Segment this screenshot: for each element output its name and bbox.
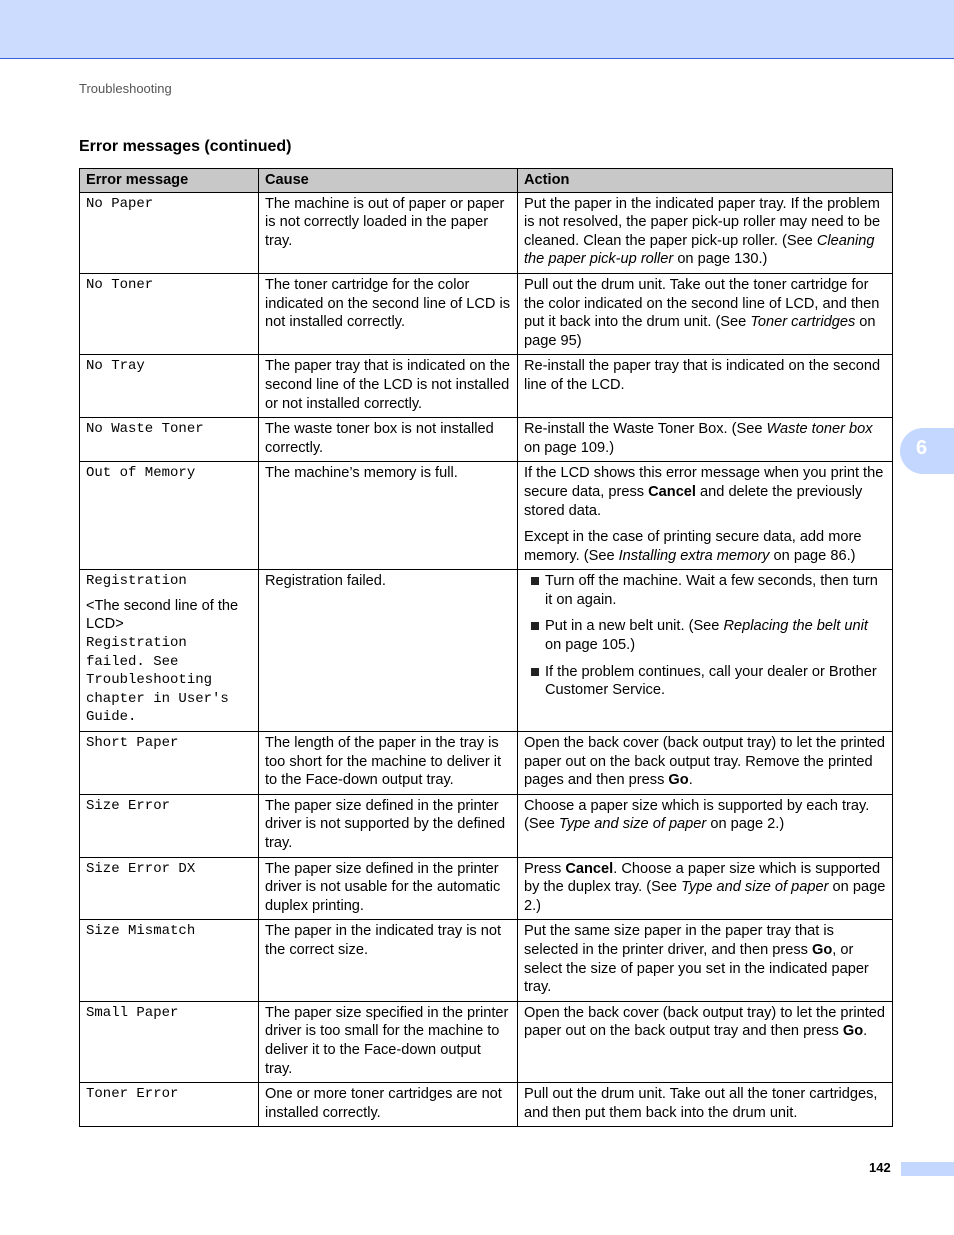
action-cell <box>518 418 893 462</box>
action-cell <box>518 920 893 1001</box>
cause-cell: The length of the paper in the tray is too short for the machine to deliver it to the Face-down output tray. <box>259 732 518 795</box>
table-header-row <box>80 169 893 193</box>
list-item: Put in a new belt unit. (See Replacing the belt unit on page 105.) <box>524 617 886 654</box>
action-cell <box>518 273 893 354</box>
error-message-line: Registration <box>86 573 187 590</box>
table-row <box>80 462 893 570</box>
table-row <box>80 794 893 857</box>
list-item: Turn off the machine. Wait a few seconds, then turn it on again. <box>524 572 886 609</box>
error-message-cell: No Tray <box>80 355 259 418</box>
header-band <box>0 0 954 59</box>
page-reference: Type and size of paper <box>558 816 707 833</box>
error-message-cell: Size Mismatch <box>80 920 259 1001</box>
cause-cell: The paper size defined in the printer driver is not supported by the defined tray. <box>259 794 518 857</box>
cause-cell: The machine is out of paper or paper is not correctly loaded in the paper tray. <box>259 192 518 273</box>
error-message-detail: Registration failed. See Troubleshooting chapter in User's Guide. <box>86 635 229 726</box>
running-head: Troubleshooting <box>79 81 172 96</box>
key-name: Go <box>668 772 689 789</box>
error-message-cell: Size Error DX <box>80 857 259 920</box>
page-number: 142 <box>869 1160 891 1175</box>
error-message-cell: Out of Memory <box>80 462 259 570</box>
action-text: Put the paper in the indicated paper tray. If the problem is not resolved, the paper pick-up roller may need to be cleaned. Clean the paper pick-up roller. (See Cleaning the paper pick-up roller on page 130.) <box>524 195 881 268</box>
table-row <box>80 192 893 273</box>
action-text: Put the same size paper in the paper tray that is selected in the printer driver, and then press Go, or select the size of paper you set in the indicated paper tray. <box>524 923 869 996</box>
key-name: Go <box>811 941 833 958</box>
action-cell <box>518 570 893 732</box>
table-row <box>80 857 893 920</box>
page-reference: Type and size of paper <box>681 879 829 896</box>
table-row <box>80 732 893 795</box>
cause-cell: The paper in the indicated tray is not the correct size. <box>259 920 518 1001</box>
square-bullet-icon <box>531 668 539 676</box>
page-reference: Waste toner box <box>766 421 873 438</box>
action-text: Pull out the drum unit. Take out the toner cartridge for the color indicated on the second line of LCD, and then put it back into the drum unit. (See Toner cartridges on page 95) <box>524 276 880 349</box>
key-name: Go <box>842 1023 864 1040</box>
error-message-cell: No Toner <box>80 273 259 354</box>
error-message-cell: Toner Error <box>80 1083 259 1127</box>
action-cell <box>518 794 893 857</box>
action-text: Pull out the drum unit. Take out all the toner cartridges, and then put them back into the drum unit. <box>524 1086 878 1121</box>
table-row <box>80 1001 893 1082</box>
key-name: Cancel <box>648 483 696 500</box>
error-message-cell: No Waste Toner <box>80 418 259 462</box>
error-message-cell: Small Paper <box>80 1001 259 1082</box>
error-message-cell: Short Paper <box>80 732 259 795</box>
table-row <box>80 355 893 418</box>
action-text: Press Cancel. Choose a paper size which is supported by the duplex tray. (See Type and size of paper on page 2.) <box>524 860 886 914</box>
action-text: Open the back cover (back output tray) to let the printed paper out on the back output tray and then press Go. <box>524 1004 885 1040</box>
cause-cell: The paper size specified in the printer driver is too small for the machine to deliver it to the Face-down output tray. <box>259 1001 518 1082</box>
action-cell <box>518 1001 893 1082</box>
table-row <box>80 570 893 732</box>
error-messages-table <box>79 168 893 1127</box>
error-message-cell: No Paper <box>80 192 259 273</box>
cause-cell: One or more toner cartridges are not installed correctly. <box>259 1083 518 1127</box>
table-row <box>80 418 893 462</box>
action-text: Open the back cover (back output tray) to let the printed paper out on the back output tray. Remove the printed pages and then press Go. <box>524 735 885 789</box>
square-bullet-icon <box>531 577 539 585</box>
page-reference: Replacing the belt unit <box>723 618 868 635</box>
list-item: If the problem continues, call your dealer or Brother Customer Service. <box>524 663 886 700</box>
action-cell <box>518 1083 893 1127</box>
cause-cell: The machine’s memory is full. <box>259 462 518 570</box>
column-header-action: Action <box>518 169 893 193</box>
page-reference: Installing extra memory <box>618 547 770 564</box>
chapter-tab <box>900 428 954 474</box>
action-bullet-list <box>524 572 886 700</box>
table-row <box>80 273 893 354</box>
action-text: If the LCD shows this error message when you print the secure data, press Cancel and delete the previously stored data. <box>524 465 884 519</box>
chapter-number: 6 <box>916 437 928 459</box>
cause-cell: The toner cartridge for the color indicated on the second line of LCD is not installed correctly. <box>259 273 518 354</box>
action-text: Re-install the Waste Toner Box. (See Waste toner box on page 109.) <box>524 421 873 456</box>
footer-band <box>901 1162 954 1176</box>
action-text: Except in the case of printing secure data, add more memory. (See Installing extra memory on page 86.) <box>524 529 862 564</box>
cause-cell: Registration failed. <box>259 570 518 732</box>
column-header-error-message: Error message <box>80 169 259 193</box>
column-header-cause: Cause <box>259 169 518 193</box>
square-bullet-icon <box>531 622 539 630</box>
cause-cell: The paper tray that is indicated on the second line of the LCD is not installed or not installed correctly. <box>259 355 518 418</box>
section-title: Error messages (continued) <box>79 138 292 155</box>
cause-cell: The waste toner box is not installed correctly. <box>259 418 518 462</box>
table-row <box>80 1083 893 1127</box>
cause-cell: The paper size defined in the printer driver is not usable for the automatic duplex printing. <box>259 857 518 920</box>
page-reference: Cleaning the paper pick-up roller <box>524 232 875 268</box>
action-cell <box>518 857 893 920</box>
action-cell <box>518 732 893 795</box>
error-message-cell <box>80 570 259 732</box>
page-reference: Toner cartridges <box>750 314 856 331</box>
action-cell <box>518 355 893 418</box>
action-cell <box>518 192 893 273</box>
action-text: Re-install the paper tray that is indicated on the second line of the LCD. <box>524 358 881 393</box>
error-message-cell: Size Error <box>80 794 259 857</box>
key-name: Cancel <box>565 860 614 877</box>
action-text: Choose a paper size which is supported by each tray. (See Type and size of paper on page 2.) <box>524 797 870 833</box>
lcd-second-line-note: <The second line of the LCD> <box>86 597 239 633</box>
action-cell <box>518 462 893 570</box>
table-row <box>80 920 893 1001</box>
